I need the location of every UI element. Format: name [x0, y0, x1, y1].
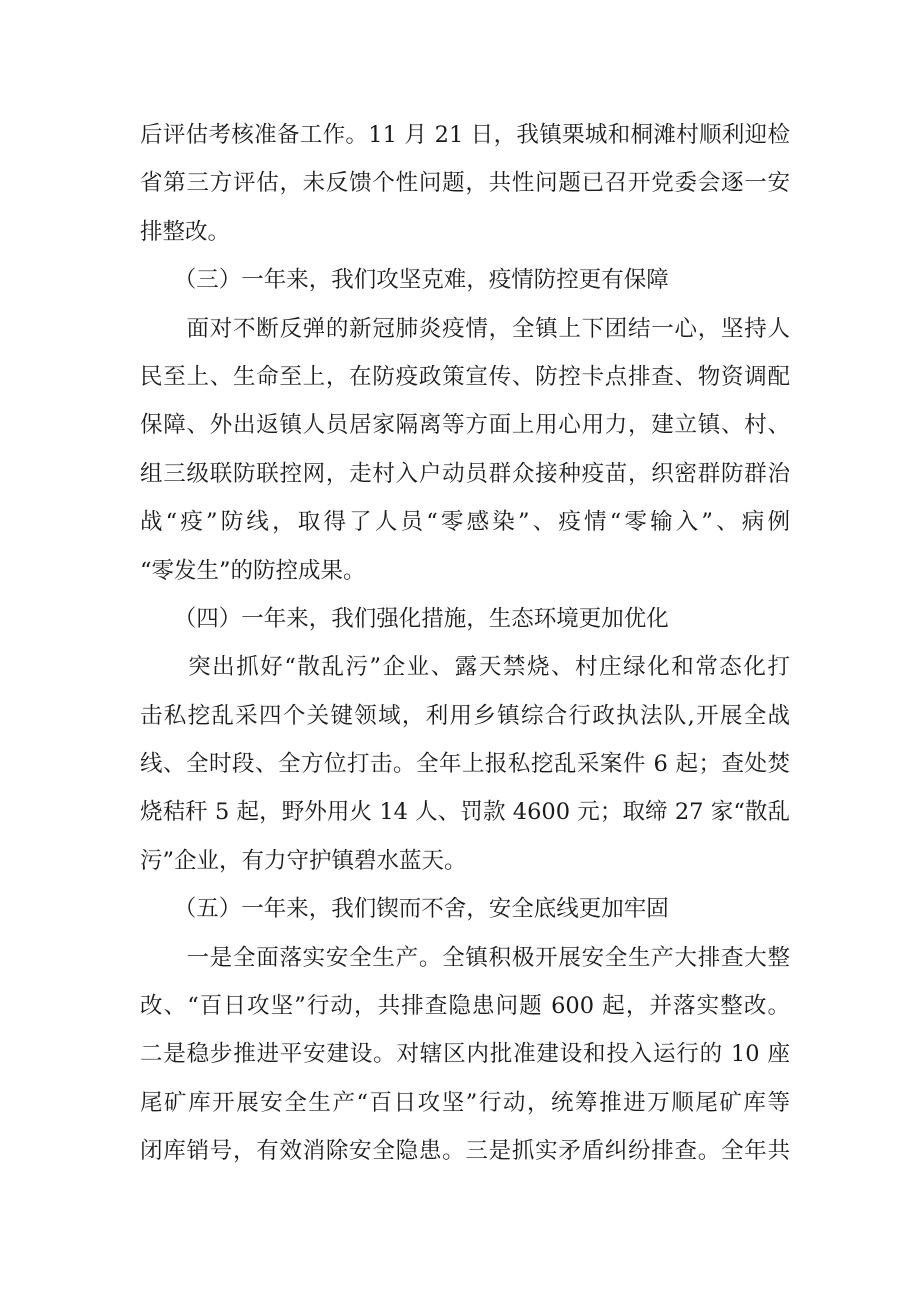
text-line-18: 一是全面落实安全生产。全镇积极开展安全生产大排查大整: [140, 944, 790, 971]
text-line-10: “零发生”的防控成果。: [140, 557, 366, 584]
text-line-16: 污”企业，有力守护镇碧水蓝天。: [140, 847, 467, 874]
text-line-8: 组三级联防联控网，走村入户动员群众接种疫苗，织密群防群治: [140, 460, 790, 487]
text-line-14: 线、全时段、全方位打击。全年上报私挖乱采案件 6 起；查处焚: [140, 751, 790, 778]
text-line-19: 改、“百日攻坚”行动，共排查隐患问题 600 起，并落实整改。: [140, 993, 790, 1020]
text-line-13: 击私挖乱采四个关键领域，利用乡镇综合行政执法队,开展全战: [140, 702, 790, 729]
text-line-22: 闭库销号，有效消除安全隐患。三是抓实矛盾纠纷排查。全年共: [140, 1138, 790, 1165]
text-line-1: 后评估考核准备工作。11 月 21 日，我镇栗城和桐滩村顺利迎检: [140, 122, 790, 148]
text-line-7: 保障、外出返镇人员居家隔离等方面上用心用力，建立镇、村、: [140, 412, 790, 439]
text-line-21: 尾矿库开展安全生产“百日攻坚”行动，统筹推进万顺尾矿库等: [140, 1089, 790, 1116]
text-line-12: 突出抓好“散乱污”企业、露天禁烧、村庄绿化和常态化打: [140, 654, 790, 681]
section-heading-4: （四）一年来，我们强化措施，生态环境更加优化: [140, 605, 669, 632]
text-line-3: 排整改。: [140, 218, 231, 245]
text-line-9: 战“疫”防线，取得了人员“零感染”、疫情“零输入”、病例: [140, 509, 790, 536]
section-heading-5: （五）一年来，我们锲而不舍，安全底线更加牢固: [140, 896, 669, 923]
section-heading-3: （三）一年来，我们攻坚克难，疫情防控更有保障: [140, 267, 669, 294]
text-line-20: 二是稳步推进平安建设。对辖区内批准建设和投入运行的 10 座: [140, 1041, 790, 1068]
text-line-15: 烧秸秆 5 起，野外用火 14 人、罚款 4600 元；取缔 27 家“散乱: [140, 799, 790, 826]
text-line-5: 面对不断反弹的新冠肺炎疫情，全镇上下团结一心，坚持人: [140, 315, 790, 342]
text-line-6: 民至上、生命至上，在防疫政策宣传、防控卡点排查、物资调配: [140, 363, 790, 390]
body-text: [140, 111, 790, 1176]
text-line-2: 省第三方评估，未反馈个性问题，共性问题已召开党委会逐一安: [140, 170, 790, 197]
